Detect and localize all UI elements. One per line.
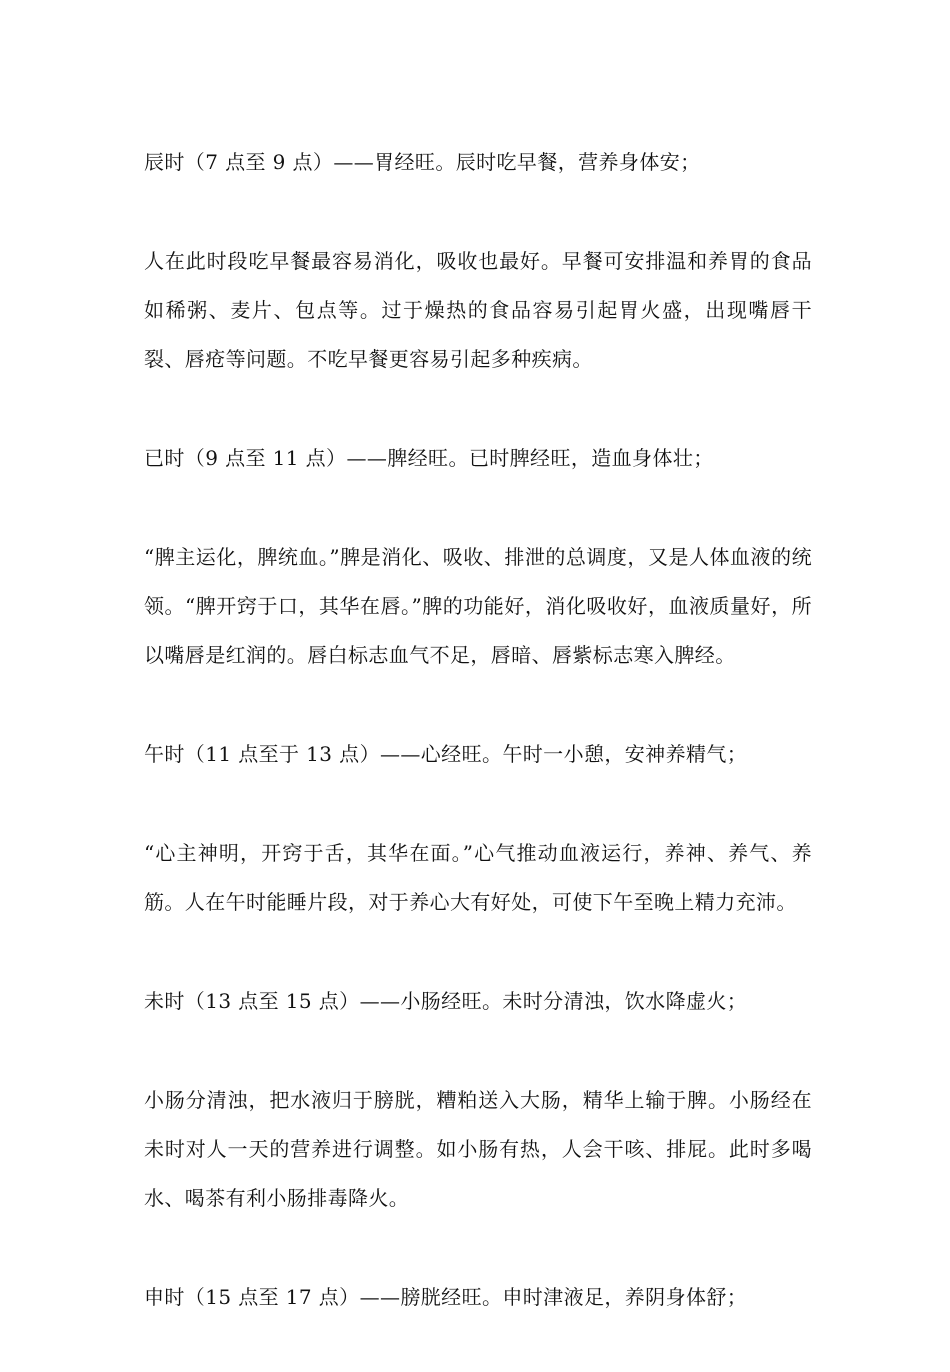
section-body-sishi: “脾主运化，脾统血。”脾是消化、吸收、排泄的总调度，又是人体血液的统领。“脾开窍于口，其华在唇。”脾的功能好，消化吸收好，血液质量好，所以嘴唇是红润的。唇白标志血气不足，唇暗、唇紫标志寒入脾经。 — [144, 545, 812, 667]
section-heading-sishi: 已时（9 点至 11 点）——脾经旺。已时脾经旺，造血身体壮； — [144, 446, 714, 470]
section-body-wushi: “心主神明，开窍于舌，其华在面。”心气推动血液运行，养神、养气、养筋。人在午时能睡片段，对于养心大有好处，可使下午至晚上精力充沛。 — [144, 841, 812, 914]
section-heading-shenshi: 申时（15 点至 17 点）——膀胱经旺。申时津液足，养阴身体舒； — [144, 1285, 748, 1309]
document-body — [144, 138, 812, 1372]
section-heading-chenshi: 辰时（7 点至 9 点）——胃经旺。辰时吃早餐，营养身体安； — [144, 150, 701, 174]
section-body-chenshi: 人在此时段吃早餐最容易消化，吸收也最好。早餐可安排温和养胃的食品如稀粥、麦片、包点等。过于燥热的食品容易引起胃火盛，出现嘴唇干裂、唇疮等问题。不吃早餐更容易引起多种疾病。 — [144, 249, 812, 371]
section-heading-weishi: 未时（13 点至 15 点）——小肠经旺。未时分清浊，饮水降虚火； — [144, 989, 748, 1013]
section-body-weishi: 小肠分清浊，把水液归于膀胱，糟粕送入大肠，精华上输于脾。小肠经在未时对人一天的营养进行调整。如小肠有热，人会干咳、排屁。此时多喝水、喝茶有利小肠排毒降火。 — [144, 1088, 812, 1210]
section-heading-wushi: 午时（11 点至于 13 点）——心经旺。午时一小憩，安神养精气； — [144, 742, 748, 766]
